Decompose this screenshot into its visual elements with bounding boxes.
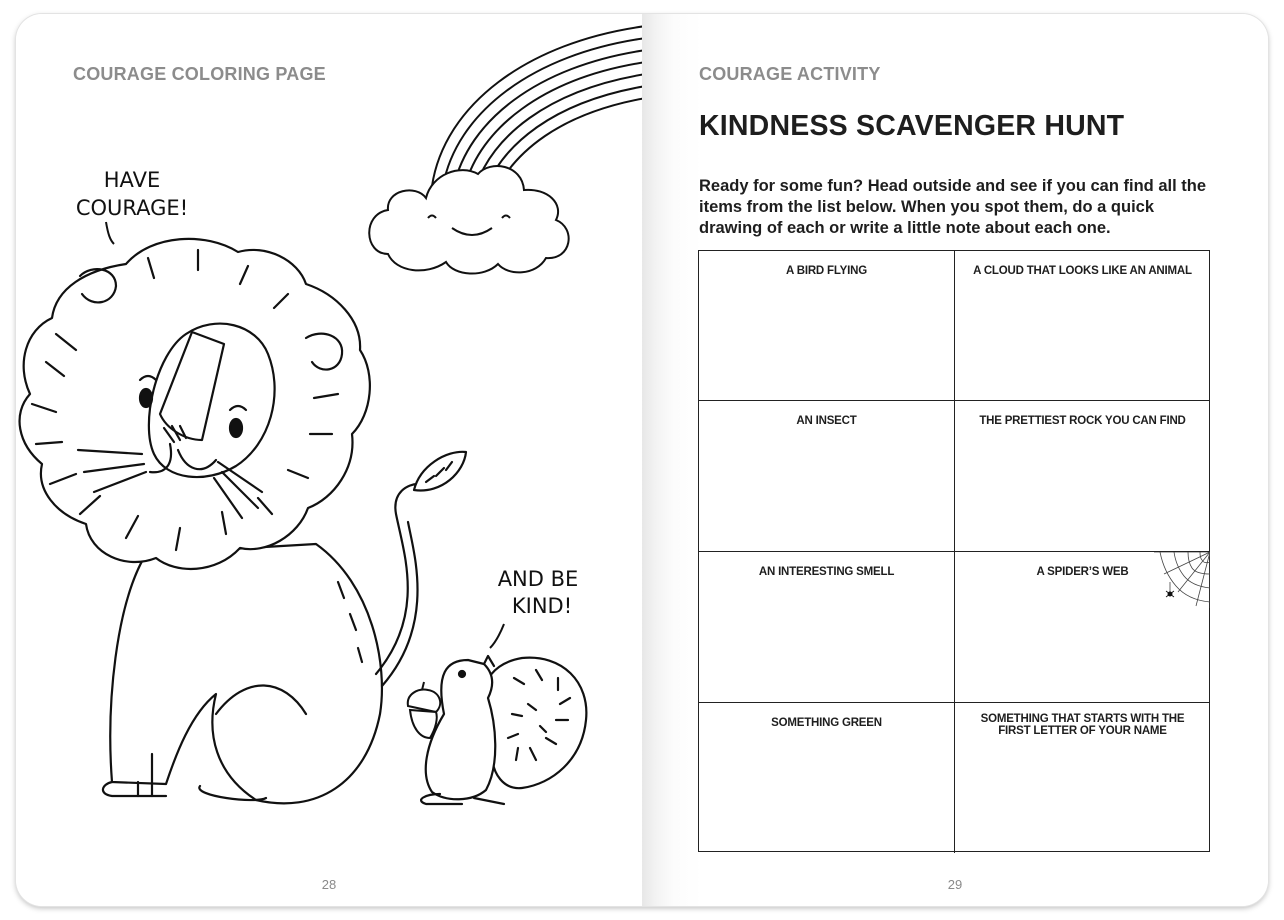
spider-web-icon xyxy=(1154,552,1210,610)
hunt-item-label: A SPIDER’S WEB xyxy=(1036,566,1129,578)
coloring-illustration xyxy=(16,14,642,906)
right-page-number: 29 xyxy=(947,877,963,892)
hunt-item-label: A BIRD FLYING xyxy=(786,265,867,277)
hunt-item-label: SOMETHING THAT STARTS WITH THE FIRST LETTER OF YOUR NAME xyxy=(980,713,1185,737)
open-book xyxy=(16,14,1268,906)
squirrel-icon xyxy=(421,656,586,804)
scavenger-hunt-grid xyxy=(698,250,1210,852)
hunt-cell[interactable] xyxy=(955,703,1210,853)
activity-instructions: Ready for some fun? Head outside and see if you can find all the items from the list below. When you spot them, do a quick drawing of each or write a little note about each one. xyxy=(699,177,1207,237)
squirrel-speech-line-2: KIND! xyxy=(511,594,573,618)
hunt-cell[interactable] xyxy=(955,552,1210,703)
hunt-item-label: THE PRETTIEST ROCK YOU CAN FIND xyxy=(979,415,1186,427)
lion-speech-line-2: COURAGE! xyxy=(75,196,189,220)
left-section-label: COURAGE COLORING PAGE xyxy=(73,64,326,84)
hunt-cell[interactable] xyxy=(699,251,955,401)
lion-speech-line-1: HAVE xyxy=(103,168,161,192)
hunt-item-label: A CLOUD THAT LOOKS LIKE AN ANIMAL xyxy=(973,265,1192,277)
hunt-item-label: AN INTERESTING SMELL xyxy=(758,566,895,578)
hunt-cell[interactable] xyxy=(955,251,1210,401)
hunt-cell[interactable] xyxy=(699,552,955,703)
activity-title: KINDNESS SCAVENGER HUNT xyxy=(699,110,1125,142)
lion-icon xyxy=(20,239,466,803)
hunt-cell[interactable] xyxy=(955,401,1210,552)
right-section-label: COURAGE ACTIVITY xyxy=(699,64,881,84)
right-page xyxy=(642,14,1268,906)
hunt-item-label: AN INSECT xyxy=(796,415,857,427)
rainbow-icon xyxy=(432,26,642,186)
acorn-icon xyxy=(408,682,440,738)
hunt-cell[interactable] xyxy=(699,401,955,552)
hunt-item-label: SOMETHING GREEN xyxy=(771,717,882,729)
left-page-number: 28 xyxy=(321,877,337,892)
squirrel-speech-line-1: AND BE xyxy=(497,567,579,591)
hunt-cell[interactable] xyxy=(699,703,955,853)
left-page xyxy=(16,14,642,906)
cloud-icon xyxy=(369,166,568,273)
